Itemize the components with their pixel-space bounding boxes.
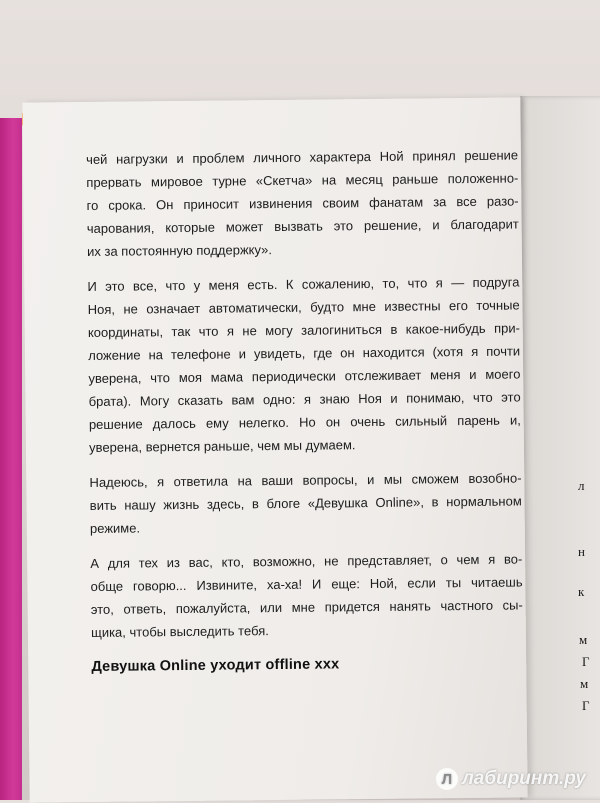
paragraph [87,270,521,459]
text-line: решение далось ему нелегко. Но он очень сильный парень и, [88,412,521,432]
text-line: режиме. [89,520,141,536]
text-line: прервать мировое турне «Скетча» на месяц раньше положенно- [86,170,519,190]
text-line: чарования, которые может вызвать это решение, и благодарит [86,216,519,236]
text-line: чей нагрузки и проблем личного характера Ной принял решение [86,147,519,167]
right-page-letter: н [578,544,585,559]
text-line: их за постоянную поддержку». [87,242,273,259]
text-line: Надеюсь, я ответила на ваши вопросы, и мы сможем возобно- [89,470,522,490]
labirint-logo-icon: Л [436,768,458,790]
text-line: координаты, так что я не могу залогиниться в какое-нибудь при- [87,320,520,340]
text-line: обще говорю... Извините, ха-ха! И еще: Ной, если ты читаешь [90,574,523,594]
text-line: щика, чтобы выследить тебя. [90,623,269,640]
text-line: И это все, что у меня есть. К сожалению, то, что я — подруга [87,274,520,294]
text-line: уверена, что моя мама периодически отслеживает меня и моего [88,366,521,386]
right-page-letter: к [578,584,585,599]
watermark [436,768,586,790]
paragraph [89,466,522,540]
right-page-letter: Г [582,698,590,713]
paragraph [90,547,523,644]
watermark-text: лабиринт.ру [461,768,586,789]
book-cover-edge [0,118,22,800]
text-line: это, ответь, пожалуйста, или мне придется нанять частного сы- [90,597,523,617]
text-line: вить нашу жизнь здесь, в блоге «Девушка Online», в нормальном [89,493,522,513]
paragraph [86,143,519,263]
right-page-letter: л [578,478,585,493]
text-line: брата). Могу сказать вам одно: я знаю Ноя и понимаю, что это [88,389,521,409]
signoff-heading: Девушка Online уходит offline xxx [91,656,340,675]
right-page-letter: м [580,676,589,691]
next-page [520,96,600,800]
text-line: Ноя, не означает автоматически, будто мне известны его точные [87,297,520,317]
text-line: го срока. Он приносит извинения своим фанатам за все разо- [86,193,519,213]
right-page-letter: Г [582,654,590,669]
page-text [86,143,524,678]
text-line: уверена, вернется раньше, чем мы думаем. [89,437,356,455]
text-line: ложение на телефоне и увидеть, где он находится (хотя я почти [88,343,521,363]
text-line: А для тех из вас, кто, возможно, не представляет, о чем я во- [90,551,523,571]
right-page-letter: м [579,632,588,647]
